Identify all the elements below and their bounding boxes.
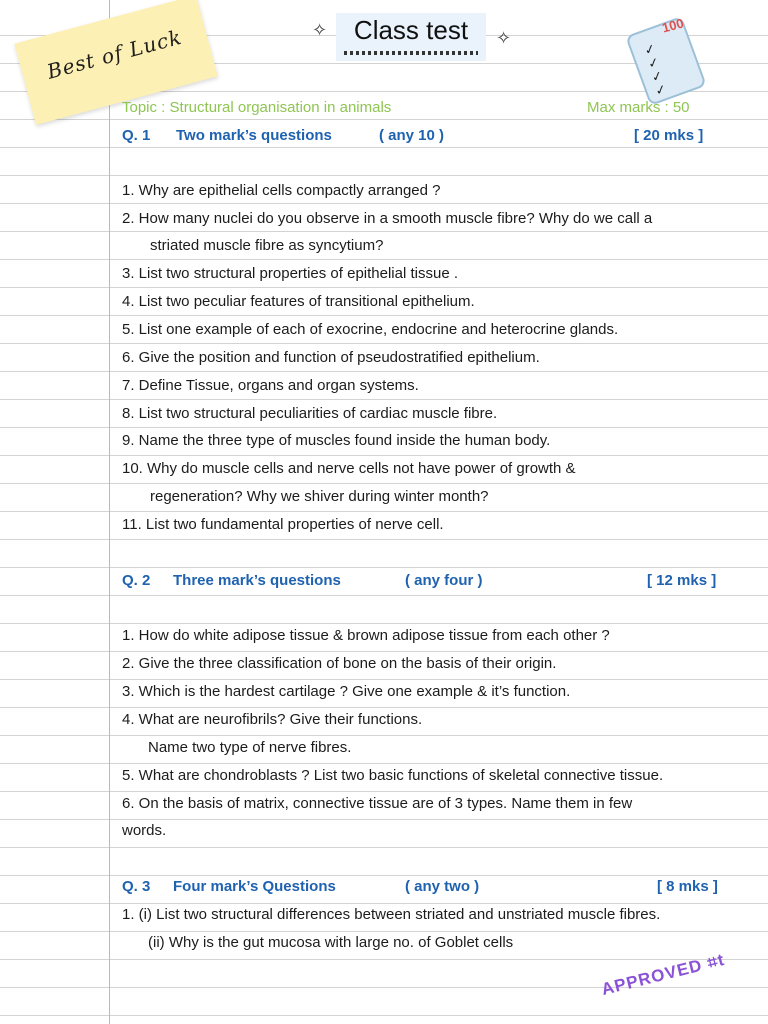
q1-choice: ( any 10 ) <box>379 127 445 144</box>
max-marks: Max marks : 50 <box>587 99 690 116</box>
q2-marks: [ 12 mks ] <box>647 572 717 589</box>
list-item: 10. Why do muscle cells and nerve cells not have power of growth & <box>122 460 576 477</box>
title-box <box>336 13 486 61</box>
q1-number: Q. 1 <box>122 127 151 144</box>
list-item: (ii) Why is the gut mucosa with large no. of Goblet cells <box>148 934 514 951</box>
list-item: 4. List two peculiar features of transitional epithelium. <box>122 293 475 310</box>
list-item: 1. How do white adipose tissue & brown adipose tissue from each other ? <box>122 627 610 644</box>
list-item: 5. What are chondroblasts ? List two basic functions of skeletal connective tissue. <box>122 767 664 784</box>
q2-title: Three mark’s questions <box>173 572 341 589</box>
sticky-note-text: Best of Luck <box>44 24 185 84</box>
q2-number: Q. 2 <box>122 572 151 589</box>
list-item: 4. What are neurofibrils? Give their functions. <box>122 711 423 728</box>
q3-title: Four mark’s Questions <box>173 878 336 895</box>
q1-title: Two mark’s questions <box>176 127 332 144</box>
list-item: 11. List two fundamental properties of nerve cell. <box>122 516 444 533</box>
list-item: 2. How many nuclei do you observe in a smooth muscle fibre? Why do we call a <box>122 210 653 227</box>
q3-header <box>0 876 768 898</box>
list-item: 3. Which is the hardest cartilage ? Give one example & it’s function. <box>122 683 571 700</box>
topic-row <box>0 97 768 119</box>
q2-choice: ( any four ) <box>405 572 483 589</box>
approved-stamp: APPROVED ⌗t <box>599 950 727 1000</box>
list-item: 7. Define Tissue, organs and organ systems. <box>122 377 419 394</box>
page-title: Class test <box>353 15 469 45</box>
list-item: 6. Give the position and function of pseudostratified epithelium. <box>122 349 540 366</box>
list-item: 6. On the basis of matrix, connective tissue are of 3 types. Name them in few <box>122 795 633 812</box>
list-item: words. <box>122 822 167 839</box>
q1-marks: [ 20 mks ] <box>634 127 704 144</box>
checklist-sticker-icon <box>632 15 716 99</box>
q2-header <box>0 570 768 592</box>
q3-choice: ( any two ) <box>405 878 480 895</box>
list-item: regeneration? Why we shiver during winter month? <box>150 488 489 505</box>
list-item: Name two type of nerve fibres. <box>148 739 352 756</box>
list-item: 9. Name the three type of muscles found inside the human body. <box>122 432 551 449</box>
list-item: 2. Give the three classification of bone on the basis of their origin. <box>122 655 557 672</box>
topic-label: Topic : Structural organisation in animals <box>122 99 392 116</box>
q3-marks: [ 8 mks ] <box>657 878 718 895</box>
sparkle-icon: ✧ <box>496 28 512 48</box>
list-item: 1. Why are epithelial cells compactly arranged ? <box>122 182 441 199</box>
checkmarks-icon: ✓ ✓ ✓ ✓ <box>642 40 668 99</box>
sparkle-icon: ✧ <box>312 20 328 40</box>
list-item: striated muscle fibre as syncytium? <box>150 237 384 254</box>
title-border <box>344 51 478 55</box>
q1-header <box>0 125 768 147</box>
list-item: 5. List one example of each of exocrine, endocrine and heterocrine glands. <box>122 321 619 338</box>
hundred-badge: 100 <box>660 15 686 36</box>
list-item: 3. List two structural properties of epithelial tissue . <box>122 265 458 282</box>
list-item: 1. (i) List two structural differences between striated and unstriated muscle fibres. <box>122 906 661 923</box>
q3-number: Q. 3 <box>122 878 151 895</box>
margin-line <box>109 0 110 1024</box>
list-item: 8. List two structural peculiarities of cardiac muscle fibre. <box>122 405 498 422</box>
